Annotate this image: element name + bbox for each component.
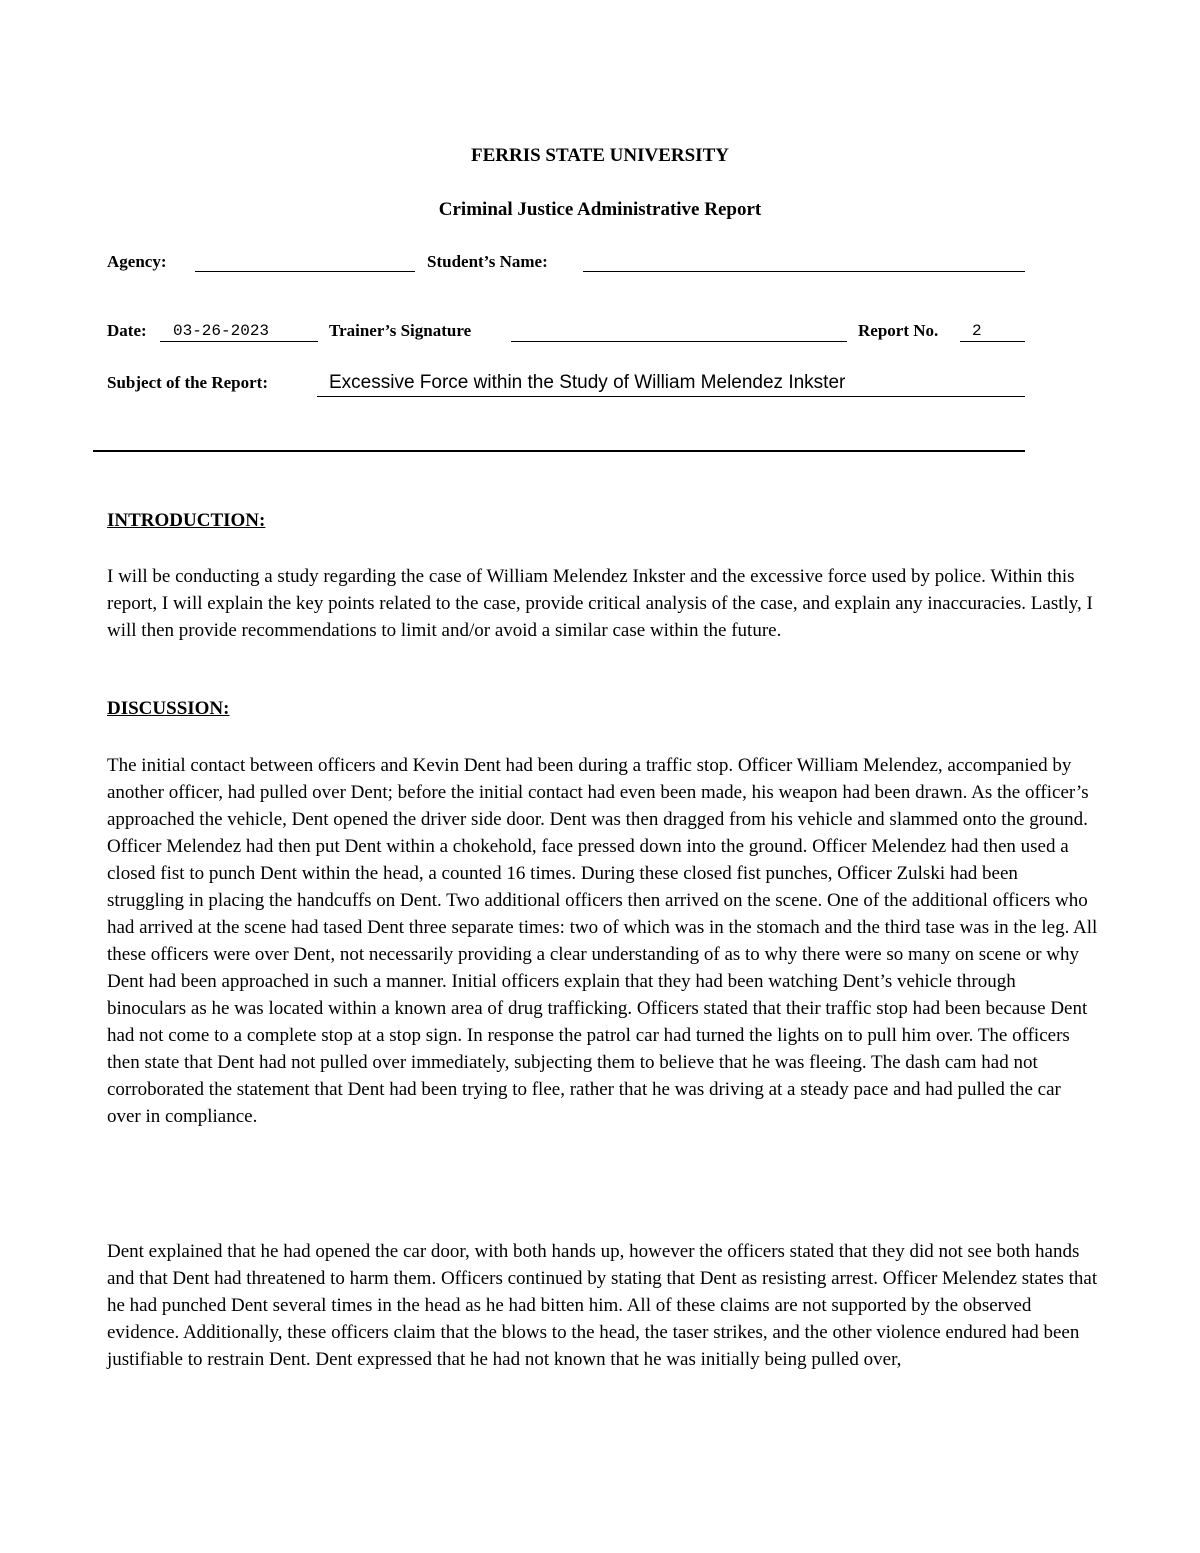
trainer-signature-label: Trainer’s Signature [329,321,472,340]
discussion-paragraph-2: Dent explained that he had opened the car door, with both hands up, however the officers stated that they did not see both hands and that Dent had threatened to harm them. Officers continued by stating that Dent as resisting arrest. Officer Melendez states that he had punched Dent several times in the head as he had bitten him. All of these claims are not supported by the observed evidence. Additionally, these officers claim that the blows to the head, the taser strikes, and the other violence endured had been justifiable to restrain Dent. Dent expressed that he had not known that he was initially being pulled over, [107,1241,1098,1370]
report-no-value: 2 [972,322,982,340]
subject-field[interactable] [317,396,1025,397]
agency-label: Agency: [107,252,167,271]
subject-label: Subject of the Report: [107,373,268,392]
student-name-label: Student’s Name: [427,252,548,271]
agency-field[interactable] [195,271,415,272]
introduction-body: I will be conducting a study regarding the case of William Melendez Inkster and the excessive force used by police. Within this report, I will explain the key points related to the case, provide critical analysis of the case, and explain any inaccuracies. Lastly, I will then provide recommendations to limit and/or avoid a similar case within the future. [107,566,1093,641]
trainer-signature-field[interactable] [511,341,847,342]
report-no-label: Report No. [858,321,939,340]
introduction-heading: INTRODUCTION: [107,510,266,531]
date-field[interactable] [160,341,318,342]
section-divider [93,450,1025,452]
discussion-paragraph-1: The initial contact between officers and Kevin Dent had been during a traffic stop. Officer William Melendez, accompanied by another officer, had pulled over Dent; before the initial contact had even been made, his weapon had been drawn. As the officer’s approached the vehicle, Dent opened the driver side door. Dent was then dragged from his vehicle and slammed onto the ground. Officer Melendez had then put Dent within a chokehold, face pressed down into the ground. Officer Melendez had then used a closed fist to punch Dent within the head, a counted 16 times. During these closed fist punches, Officer Zulski had been struggling in placing the handcuffs on Dent. Two additional officers then arrived on the scene. One of the additional officers who had arrived at the scene had tased Dent three separate times: two of which was in the stomach and the third tase was in the leg. All these officers were over Dent, not necessarily providing a clear understanding of as to why there were so many on scene or why Dent had been approached in such a manner. Initial officers explain that they had been watching Dent’s vehicle through binoculars as he was located within a known area of drug trafficking. Officers stated that their traffic stop had been because Dent had not come to a complete stop at a stop sign. In response the patrol car had turned the lights on to pull him over. The officers then state that Dent had not pulled over immediately, subjecting them to believe that he was fleeing. The dash cam had not corroborated the statement that Dent had been trying to flee, rather that he was driving at a steady pace and had pulled the car over in compliance. [107,755,1098,1127]
report-title: Criminal Justice Administrative Report [438,199,762,220]
report-no-field[interactable] [960,341,1025,342]
discussion-heading: DISCUSSION: [107,698,230,719]
subject-value: Excessive Force within the Study of William Melendez Inkster [329,372,846,393]
student-name-field[interactable] [583,271,1025,272]
university-title: FERRIS STATE UNIVERSITY [471,145,729,166]
date-value: 03-26-2023 [173,322,270,340]
date-label: Date: [107,321,147,340]
